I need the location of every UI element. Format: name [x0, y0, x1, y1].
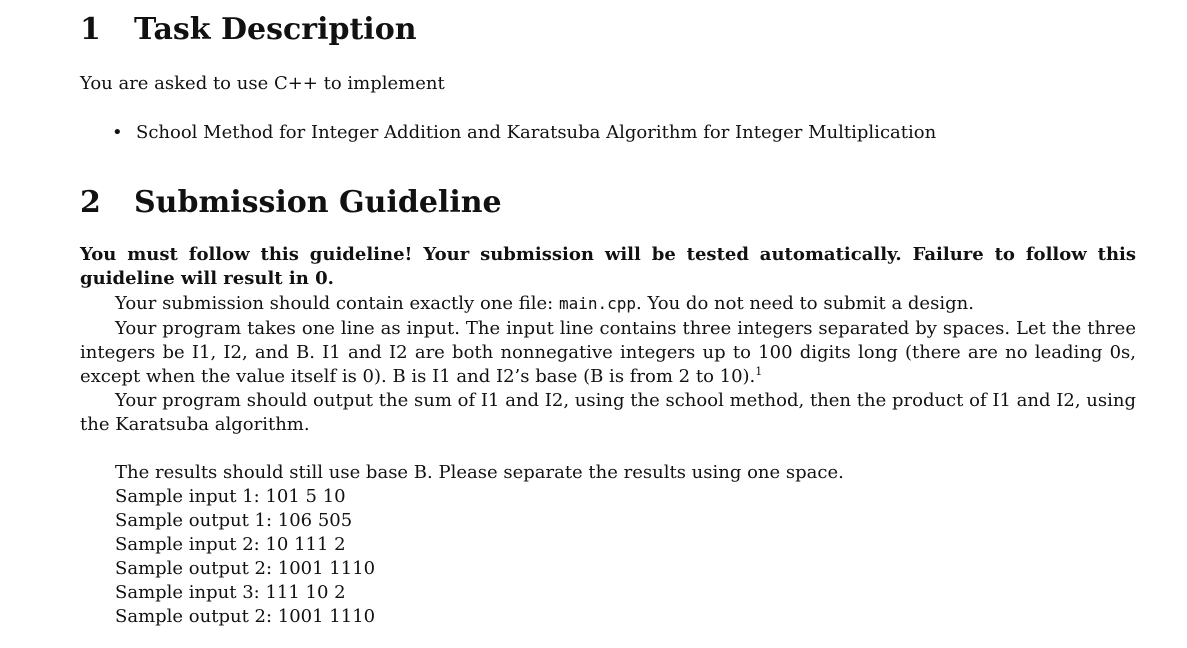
sample-line: Sample output 2: 1001 1110 [115, 606, 376, 627]
sample-line: Sample output 2: 1001 1110 [115, 558, 376, 579]
sample-line: Sample input 1: 101 5 10 [115, 486, 346, 507]
guideline-input-paragraph [80, 317, 1136, 389]
file-text-after: . You do not need to submit a design. [636, 293, 974, 314]
file-text-before: Your submission should contain exactly one file: [115, 293, 559, 314]
task-bullet-item [112, 121, 936, 145]
sample-line: Sample output 1: 106 505 [115, 510, 353, 531]
sample-line: Sample input 3: 111 10 2 [115, 582, 346, 603]
task-bullet-text: School Method for Integer Addition and Karatsuba Algorithm for Integer Multiplication [136, 122, 937, 143]
section-number: 1 [80, 12, 101, 47]
guideline-results-paragraph: The results should still use base B. Please separate the results using one space. [115, 462, 844, 483]
guideline-output-paragraph: Your program should output the sum of I1 and I2, using the school method, then the product of I1 and I2, using the Karatsuba algorithm. [80, 390, 1136, 435]
section-title: Task Description [134, 12, 417, 47]
guideline-warning: You must follow this guideline! Your submission will be tested automatically. Failure to follow this guideline will result in 0. [80, 244, 1136, 289]
section-number: 2 [80, 185, 101, 220]
section-title: Submission Guideline [134, 185, 502, 220]
section-heading-task-description [80, 13, 417, 47]
footnote-mark[interactable]: 1 [755, 365, 763, 378]
bullet-dot-icon: • [112, 122, 123, 143]
sample-line: Sample input 2: 10 111 2 [115, 534, 346, 555]
task-intro: You are asked to use C++ to implement [80, 73, 445, 94]
input-description: Your program takes one line as input. The input line contains three integers separated by spaces. Let the three integers be I1, I2, and B. I1 and I2 are both nonnegative integers up to 100 digits long (there are no leading 0s, except when the value itself is 0). B is I1 and I2’s base (B is from 2 to 10). [80, 318, 1136, 387]
section-heading-submission-guideline [80, 186, 502, 220]
guideline-file-paragraph [80, 292, 1136, 316]
file-name: main.cpp [558, 294, 637, 313]
